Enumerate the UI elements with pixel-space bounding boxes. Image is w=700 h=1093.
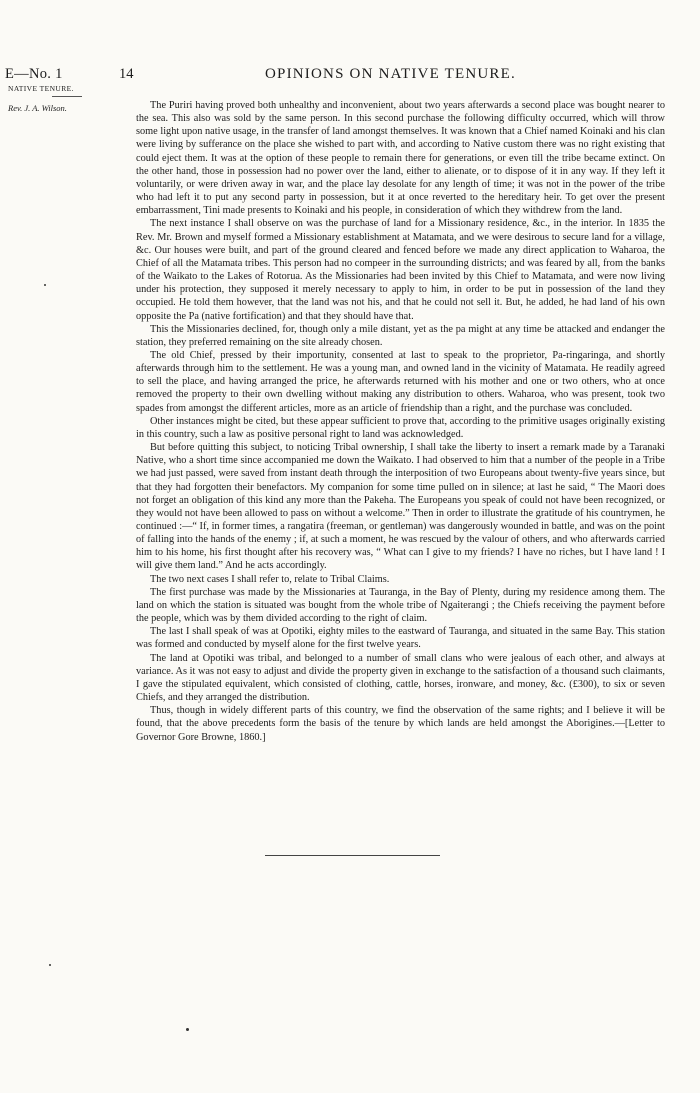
margin-rule <box>52 96 82 97</box>
margin-section-label: NATIVE TENURE. <box>8 84 74 93</box>
letter-body <box>136 99 665 744</box>
paragraph-9: The last I shall speak of was at Opotiki, eighty miles to the eastward of Tauranga, and situated in the same Bay. This station was formed and conducted by myself alone for the first twelve years. <box>136 626 665 651</box>
page-header <box>0 52 700 82</box>
running-title: OPINIONS ON NATIVE TENURE. <box>265 66 516 82</box>
page-number: 14 <box>119 66 134 82</box>
paragraph-3: This the Missionaries declined, for, though only a mile distant, yet as the pa might at any time be attacked and endanger the station, they preferred remaining on the site already chosen. <box>136 323 665 348</box>
ink-speck <box>186 1028 189 1031</box>
paragraph-10: The land at Opotiki was tribal, and belonged to a number of small clans who were jealous of each other, and always at variance. As it was not easy to adjust and divide the property given in exchange to the satisfaction of a thousand such claimants, I gave the stipulated equivalent, which consisted of clothing, cattle, horses, ironware, and money, &c. (£300), to six or seven Chiefs, and they arranged the distribution. <box>136 652 665 704</box>
paragraph-1: The Puriri having proved both unhealthy and inconvenient, about two years afterwards a second place was bought nearer to the sea. This also was sold by the same person. In this second purchase the following difficulty occurred, which will throw some light upon native usage, in the transfer of land amongst themselves. It was known that a Chief named Koinaki and his clan were living by sufferance on the place she wished to part with, and according to Native custom there was no right existing that could eject them. It was at the option of these people to remain there for generations, or even till the tribe became extinct. On the other hand, those in possession had no power over the land, either to alienate, or to dispose of it in any way. If they left it voluntarily, or were driven away in war, and the place lay desolate for any length of time; it was not in the power of the tribe who had left it to put any second party in possession, but it at once reverted to the hereditary heir. To get over the present embarrassment, Tini made presents to Koinaki and his people, in consideration of which they withdrew from the land. <box>136 100 665 217</box>
ink-speck <box>49 964 51 966</box>
paragraph-11: Thus, though in widely different parts of this country, we find the observation of the same rights; and I believe it will be found, that the above precedents form the basis of the tenure by which lands are held amongst the Aborigines.—[Letter to Governor Gore Browne, 1860.] <box>136 705 665 743</box>
margin-author: Rev. J. A. Wilson. <box>8 103 67 113</box>
paragraph-4: The old Chief, pressed by their importunity, consented at last to speak to the proprietor, Pa-ringaringa, and shortly afterwards through him to the settlement. He was a young man, and owned land in the vicinity of Matamata. He readily agreed to sell the place, and having arranged the price, he afterwards returned with his mother and one or two others, who at once removed the property to their own dwelling without making any distribution to others. Waharoa, who was present, took two spades from amongst the different articles, more as an article of friendship than a right, and the purchase was concluded. <box>136 349 665 414</box>
paragraph-6: But before quitting this subject, to noticing Tribal ownership, I shall take the liberty to insert a remark made by a Taranaki Native, who a short time since accompanied me down the Waikato. I had observed to him that a number of the people in a Tribe we had just passed, were saved from instant death through the interposition of two Europeans about twenty-five years since, but that they had forgotten their benefactors. My companion for some time pulled on in silence; at last he said, “ The Maori does not forget an obligation of this kind any more than the Pakeha. The Europeans you speak of could not have been recognized, or they would not have been allowed to pass on without a welcome.” Then in order to illustrate the gratitude of his countrymen, he continued :—“ If, in former times, a rangatira (freeman, or gentleman) was dangerously wounded in battle, and was on the point of falling into the hands of the enemy ; if, at such a moment, he was rescued by the valour of others, and who afterwards carried him to his home, his first thought after his recovery was, “ What can I give to my friends? I have no riches, but I have land ! I will give them land.” And he acts accordingly. <box>136 442 665 572</box>
series-number: E—No. 1 <box>5 66 63 82</box>
paragraph-5: Other instances might be cited, but these appear sufficient to prove that, according to the primitive usages originally existing in this country, such a law as positive personal right to land was acknowledged. <box>136 415 665 440</box>
ink-speck <box>44 284 46 286</box>
paragraph-2: The next instance I shall observe on was the purchase of land for a Missionary residence, &c., in the interior. In 1835 the Rev. Mr. Brown and myself formed a Missionary establishment at Matamata, and we were desirous to secure land for a village, &c. Our houses were built, and part of the ground cleared and fenced before we made any direct application to Waharoa, the Chief of all the Matamata tribes. This person had no compeer in the surrounding districts; and was feared by all, from the banks of the Waikato to the Lakes of Rotorua. As the Missionaries had been invited by this Chief to Matamata, and were now living under his protection, they supposed it merely necessary to apply to him, in order to be put in possession of the land they occupied. He told them however, that the land was not his, and that he could not sell it. But, he added, he had land of his own opposite the Pa (native fortification) and that they should have that. <box>136 218 665 322</box>
paragraph-8: The first purchase was made by the Missionaries at Tauranga, in the Bay of Plenty, during my residence among them. The land on which the station is situated was bought from the whole tribe of Ngaiterangi ; the Chiefs receiving the payment before the people, which was by them divided according to the right of claim. <box>136 586 665 625</box>
paragraph-7: The two next cases I shall refer to, relate to Tribal Claims. <box>150 573 390 585</box>
end-rule <box>265 855 440 856</box>
